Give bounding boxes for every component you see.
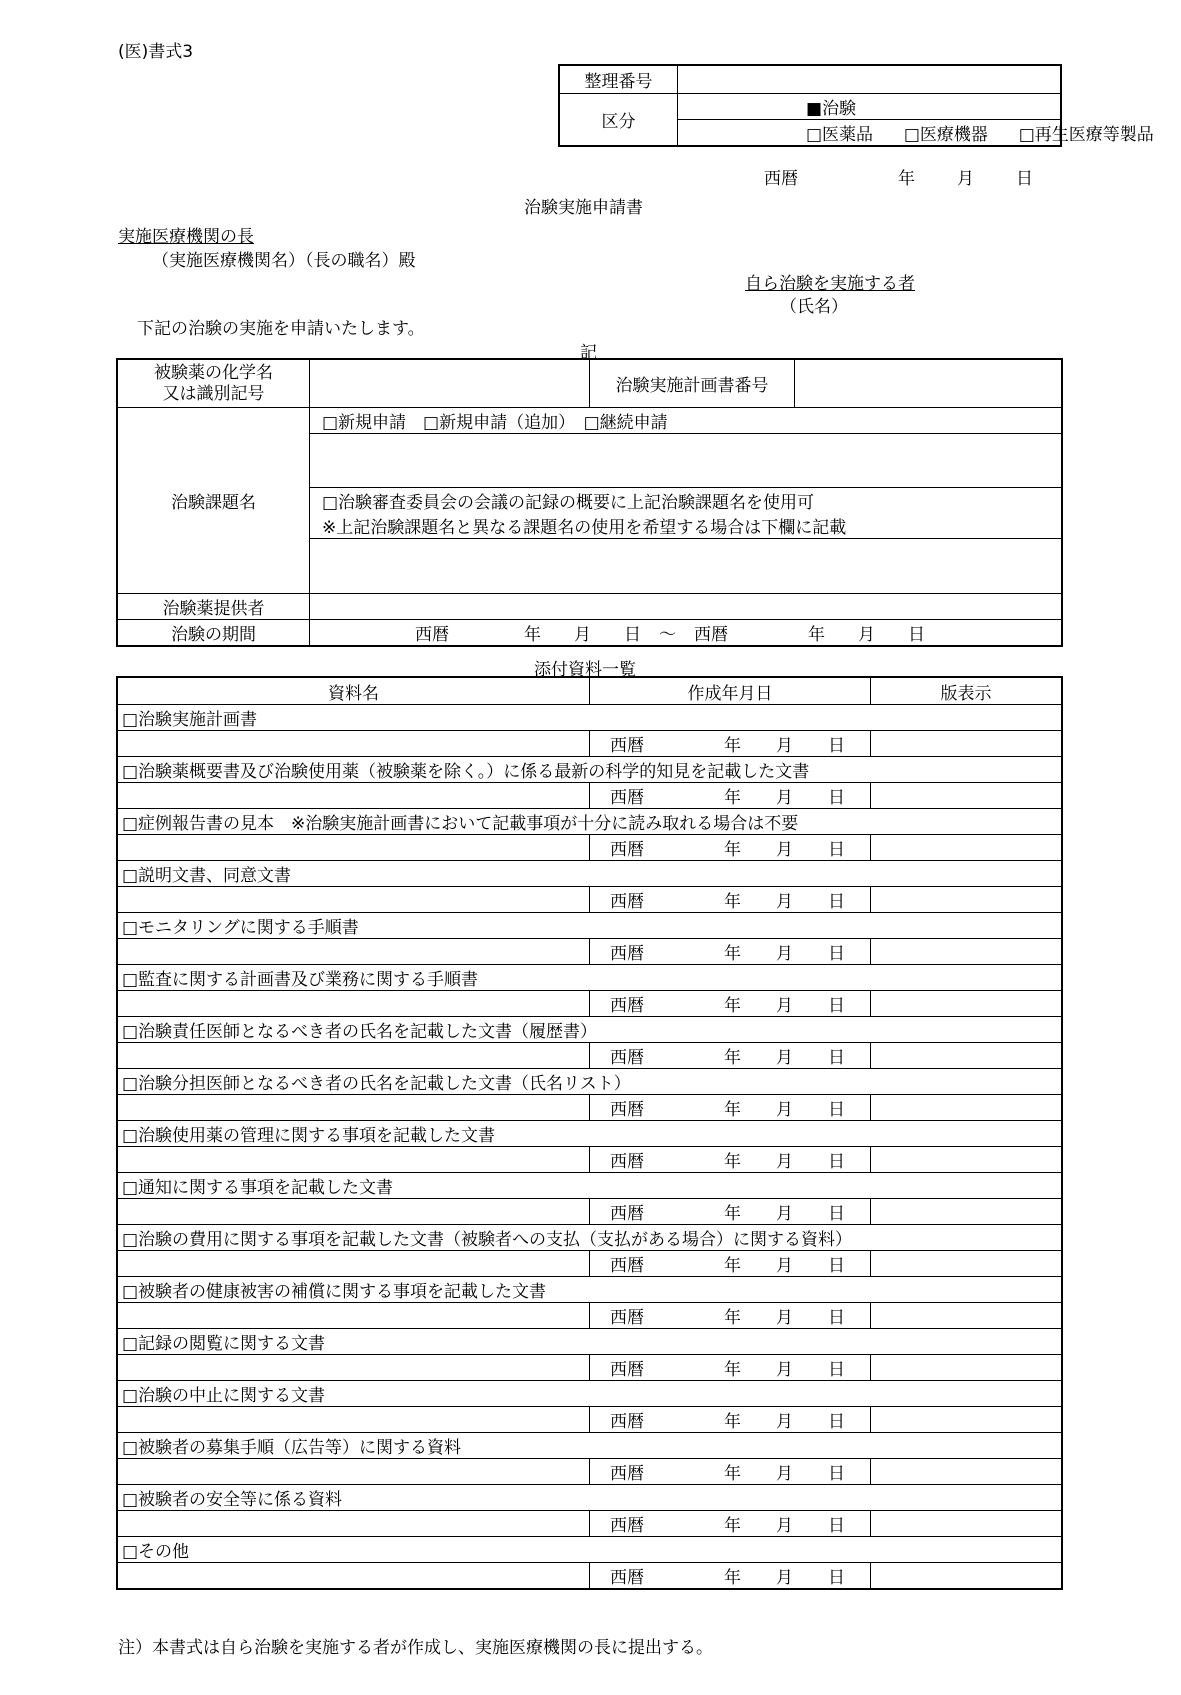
attachment-item[interactable]: □治験の中止に関する文書 [118,1381,1062,1407]
intro-text: 下記の治験の実施を申請いたします。 [137,319,425,339]
trial-title-label: 治験課題名 [118,408,310,594]
attachment-version[interactable] [871,1563,1062,1589]
attachment-version[interactable] [871,991,1062,1017]
attachment-version[interactable] [871,1251,1062,1277]
attachment-spacer [118,991,590,1017]
protocol-number-field[interactable] [795,360,1062,408]
attachment-date[interactable]: 西暦 年 月 日 [590,1251,871,1277]
attachment-spacer [118,835,590,861]
main-table [117,359,1062,646]
attachment-version[interactable] [871,1199,1062,1225]
attachment-item[interactable]: □モニタリングに関する手順書 [118,913,1062,939]
title-usage-checkbox[interactable]: □治験審査委員会の会議の記録の概要に上記治験課題名を使用可 [310,488,1062,514]
addressee-title: 実施医療機関の長 [118,227,254,247]
applicant-label: 自ら治験を実施する者 [745,274,915,294]
attachment-date[interactable]: 西暦 年 月 日 [590,835,871,861]
attachment-version[interactable] [871,1043,1062,1069]
attachment-item[interactable]: □監査に関する計画書及び業務に関する手順書 [118,965,1062,991]
attachments-title: 添付資料一覧 [534,660,636,680]
attachment-date[interactable]: 西暦 年 月 日 [590,1355,871,1381]
attachment-spacer [118,1563,590,1589]
category-label: 区分 [560,94,678,146]
attachment-version[interactable] [871,731,1062,757]
provider-field[interactable] [310,594,1062,620]
alternate-title-field[interactable] [310,539,1062,594]
attachment-spacer [118,1251,590,1277]
attachment-item[interactable]: □治験実施計画書 [118,705,1062,731]
period-field[interactable]: 西暦 年 月 日 ～ 西暦 年 月 日 [310,620,1062,646]
attachments-table [117,677,1062,1589]
document-title: 治験実施申請書 [524,198,643,218]
attachment-version[interactable] [871,1511,1062,1537]
attachment-item[interactable]: □治験薬概要書及び治験使用薬（被験薬を除く。）に係る最新の科学的知見を記載した文書 [118,757,1062,783]
attachment-item[interactable]: □治験分担医師となるべき者の氏名を記載した文書（氏名リスト） [118,1069,1062,1095]
attachment-date[interactable]: 西暦 年 月 日 [590,939,871,965]
form-code: (医)書式3 [118,42,194,62]
attachment-spacer [118,1407,590,1433]
attachment-spacer [118,1303,590,1329]
attachment-date[interactable]: 西暦 年 月 日 [590,1407,871,1433]
category-device-checkbox[interactable]: □医療機器 [903,125,988,145]
attachment-spacer [118,1199,590,1225]
attachment-version[interactable] [871,1303,1062,1329]
attachment-item[interactable]: □症例報告書の見本 ※治験実施計画書において記載事項が十分に読み取れる場合は不要 [118,809,1062,835]
attachment-item[interactable]: □記録の閲覧に関する文書 [118,1329,1062,1355]
attachment-spacer [118,1355,590,1381]
application-type-options[interactable]: □新規申請 □新規申請（追加） □継続申請 [310,408,1062,434]
attachment-date[interactable]: 西暦 年 月 日 [590,783,871,809]
period-label: 治験の期間 [118,620,310,646]
attachment-version[interactable] [871,1095,1062,1121]
attachment-item[interactable]: □被験者の健康被害の補償に関する事項を記載した文書 [118,1277,1062,1303]
attachment-item[interactable]: □被験者の募集手順（広告等）に関する資料 [118,1433,1062,1459]
title-usage-note: ※上記治験課題名と異なる課題名の使用を希望する場合は下欄に記載 [310,513,1062,539]
attachment-item[interactable]: □その他 [118,1537,1062,1563]
attachment-spacer [118,1459,590,1485]
attachment-version[interactable] [871,887,1062,913]
attachment-spacer [118,939,590,965]
ki-label: 記 [580,343,597,363]
attachment-spacer [118,1147,590,1173]
date-line[interactable]: 西暦 年 月 日 [764,169,1033,189]
attachment-item[interactable]: □治験使用薬の管理に関する事項を記載した文書 [118,1121,1062,1147]
attachment-spacer [118,887,590,913]
attachment-date[interactable]: 西暦 年 月 日 [590,1147,871,1173]
ref-number-label: 整理番号 [560,66,678,94]
header-created-date: 作成年月日 [590,678,871,705]
attachment-date[interactable]: 西暦 年 月 日 [590,1199,871,1225]
attachment-date[interactable]: 西暦 年 月 日 [590,887,871,913]
attachment-version[interactable] [871,939,1062,965]
attachment-version[interactable] [871,835,1062,861]
attachment-version[interactable] [871,1355,1062,1381]
protocol-number-label: 治験実施計画書番号 [590,360,795,408]
category-drug-checkbox[interactable]: □医薬品 [806,125,874,145]
header-version: 版表示 [871,678,1062,705]
attachment-spacer [118,1511,590,1537]
attachment-item[interactable]: □被験者の安全等に係る資料 [118,1485,1062,1511]
attachment-version[interactable] [871,1407,1062,1433]
category-main[interactable]: ■治験 [678,94,1061,120]
attachment-date[interactable]: 西暦 年 月 日 [590,1563,871,1589]
header-document-name: 資料名 [118,678,590,705]
attachment-spacer [118,783,590,809]
addressee-name: （実施医療機関名）（長の職名）殿 [152,251,416,271]
attachment-date[interactable]: 西暦 年 月 日 [590,1303,871,1329]
drug-label-2: 又は識別記号 [162,383,265,404]
attachment-version[interactable] [871,1459,1062,1485]
attachment-date[interactable]: 西暦 年 月 日 [590,1043,871,1069]
applicant-name[interactable]: （氏名） [780,297,848,317]
attachment-spacer [118,731,590,757]
attachment-item[interactable]: □治験責任医師となるべき者の氏名を記載した文書（履歴書） [118,1017,1062,1043]
ref-number-field[interactable] [678,66,1061,94]
attachment-item[interactable]: □治験の費用に関する事項を記載した文書（被験者への支払（支払がある場合）に関する資料） [118,1225,1062,1251]
attachment-date[interactable]: 西暦 年 月 日 [590,1511,871,1537]
attachment-date[interactable]: 西暦 年 月 日 [590,1095,871,1121]
trial-title-field[interactable] [310,434,1062,488]
footer-note: 注）本書式は自ら治験を実施する者が作成し、実施医療機関の長に提出する。 [118,1638,713,1658]
attachment-date[interactable]: 西暦 年 月 日 [590,991,871,1017]
category-regen-checkbox[interactable]: □再生医療等製品 [1018,125,1154,145]
attachment-item[interactable]: □説明文書、同意文書 [118,861,1062,887]
attachment-spacer [118,1043,590,1069]
reference-box [559,65,1154,146]
attachment-spacer [118,1095,590,1121]
attachment-version[interactable] [871,1147,1062,1173]
attachment-date[interactable]: 西暦 年 月 日 [590,1459,871,1485]
drug-name-field[interactable] [310,360,590,408]
attachment-version[interactable] [871,783,1062,809]
attachment-date[interactable]: 西暦 年 月 日 [590,731,871,757]
attachment-item[interactable]: □通知に関する事項を記載した文書 [118,1173,1062,1199]
provider-label: 治験薬提供者 [118,594,310,620]
drug-label-1: 被験薬の化学名 [154,362,273,383]
